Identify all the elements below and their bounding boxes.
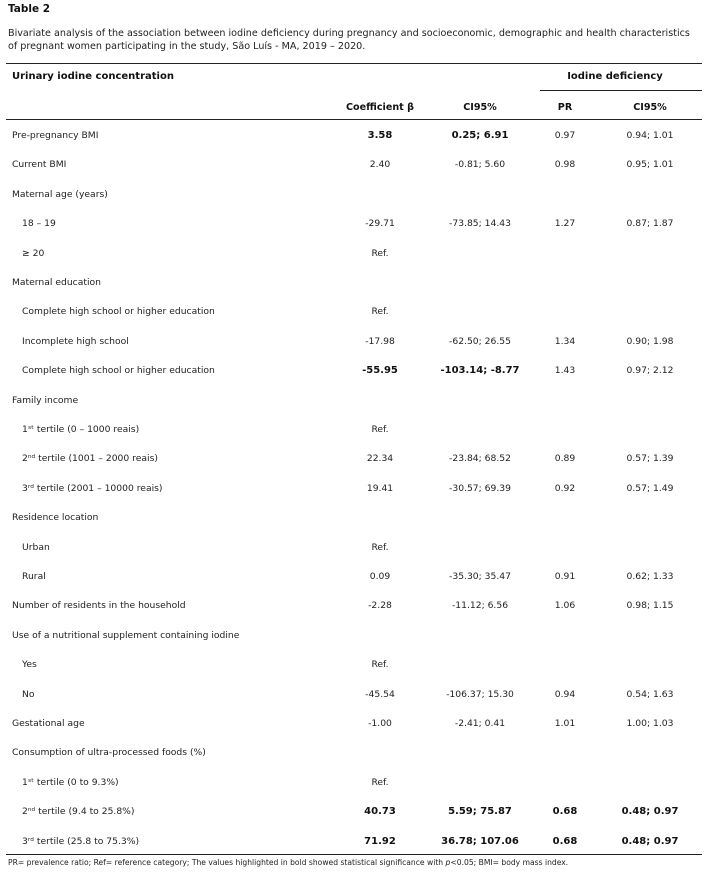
table-row xyxy=(0,512,707,541)
cell-coefficient: 3.58 xyxy=(367,130,393,141)
cell-pr: 0.98 xyxy=(554,159,576,171)
table-row xyxy=(0,248,707,277)
table-row xyxy=(0,336,707,365)
table-row xyxy=(0,747,707,776)
cell-ci95-pr: 0.57; 1.49 xyxy=(626,482,674,494)
footnote-text-end: <0.05; BMI= body mass index. xyxy=(450,858,569,867)
row-sublabel: Complete high school or higher education xyxy=(22,365,215,377)
cell-coefficient: 0.09 xyxy=(369,571,391,582)
col-header-pr: PR xyxy=(557,102,573,113)
cell-ci95-coefficient: -2.41; 0.41 xyxy=(454,718,506,729)
cell-coefficient: Ref. xyxy=(371,659,389,671)
row-label: Pre-pregnancy BMI xyxy=(12,130,99,141)
cell-coefficient: 19.41 xyxy=(366,482,394,494)
footnote-p-symbol: p xyxy=(445,858,451,867)
table-row xyxy=(0,453,707,482)
row-sublabel: 18 – 19 xyxy=(22,218,56,230)
cell-pr: 0.97 xyxy=(554,130,576,141)
cell-ci95-coefficient: -62.50; 26.55 xyxy=(449,335,511,347)
cell-ci95-coefficient: 5.59; 75.87 xyxy=(448,806,512,818)
row-sublabel: No xyxy=(22,688,35,700)
table-row xyxy=(0,600,707,629)
table-label: Table 2 xyxy=(8,3,51,15)
row-sublabel: Yes xyxy=(22,659,37,671)
cell-pr: 1.27 xyxy=(554,218,576,230)
top-rule xyxy=(6,63,702,64)
cell-ci95-pr: 0.87; 1.87 xyxy=(626,218,674,230)
cell-coefficient: -1.00 xyxy=(368,718,392,729)
cell-pr: 0.89 xyxy=(554,453,576,465)
cell-ci95-coefficient: -103.14; -8.77 xyxy=(440,365,520,377)
table-row xyxy=(0,306,707,335)
cell-coefficient: 22.34 xyxy=(366,453,394,465)
cell-coefficient: -29.71 xyxy=(365,218,395,230)
cell-ci95-pr: 0.94; 1.01 xyxy=(626,130,674,141)
row-label: Number of residents in the household xyxy=(12,600,186,612)
row-label: Maternal age (years) xyxy=(12,188,108,200)
footnote-text: PR= prevalence ratio; Ref= reference category; The values highlighted in bold showed statistical significance with xyxy=(8,858,446,867)
cell-ci95-pr: 0.48; 0.97 xyxy=(621,806,679,818)
cell-ci95-pr: 1.00; 1.03 xyxy=(626,718,674,729)
bottom-rule xyxy=(6,854,702,855)
row-sublabel: 2ⁿᵈ tertile (1001 – 2000 reais) xyxy=(22,453,158,465)
table-row xyxy=(0,277,707,306)
row-sublabel: Rural xyxy=(22,571,46,582)
group-rule xyxy=(540,90,702,91)
row-sublabel: Urban xyxy=(22,541,50,553)
cell-ci95-pr: 0.97; 2.12 xyxy=(626,365,674,377)
row-sublabel: Complete high school or higher education xyxy=(22,306,215,318)
cell-coefficient: Ref. xyxy=(371,776,389,788)
cell-ci95-coefficient: -0.81; 5.60 xyxy=(454,159,506,171)
row-sublabel: 1ˢᵗ tertile (0 to 9.3%) xyxy=(22,776,119,788)
cell-ci95-pr: 0.90; 1.98 xyxy=(626,335,674,347)
table-row xyxy=(0,424,707,453)
cell-ci95-coefficient: -23.84; 68.52 xyxy=(449,453,511,465)
cell-coefficient: Ref. xyxy=(371,247,389,259)
table-row xyxy=(0,483,707,512)
cell-coefficient: -2.28 xyxy=(368,600,392,612)
header-rule xyxy=(6,119,702,120)
cell-ci95-pr: 0.98; 1.15 xyxy=(626,600,674,612)
table-row xyxy=(0,130,707,159)
cell-coefficient: 71.92 xyxy=(364,835,396,847)
row-sublabel: Incomplete high school xyxy=(22,335,129,347)
row-label: Use of a nutritional supplement containing iodine xyxy=(12,629,240,641)
cell-pr: 1.06 xyxy=(554,600,576,612)
cell-coefficient: Ref. xyxy=(371,424,389,435)
cell-ci95-coefficient: 0.25; 6.91 xyxy=(451,130,509,141)
cell-pr: 0.91 xyxy=(554,571,576,582)
row-sublabel: ≥ 20 xyxy=(22,247,45,259)
col-header-ci95-pr: CI95% xyxy=(633,102,667,113)
cell-pr: 0.68 xyxy=(552,835,578,847)
row-sublabel: 2ⁿᵈ tertile (9.4 to 25.8%) xyxy=(22,806,135,818)
cell-pr: 1.01 xyxy=(554,718,576,729)
cell-ci95-pr: 0.57; 1.39 xyxy=(626,453,674,465)
cell-pr: 1.34 xyxy=(554,335,576,347)
table-caption: Bivariate analysis of the association between iodine deficiency during pregnancy and socioeconomic, demographic and health characteristics of pregnant women participating in the study, São Luís - MA, 2019 – 2020. xyxy=(8,28,690,52)
table-row xyxy=(0,806,707,835)
table-row xyxy=(0,777,707,806)
cell-coefficient: Ref. xyxy=(371,306,389,318)
col-header-ci95-coef: CI95% xyxy=(463,102,497,113)
cell-ci95-pr: 0.95; 1.01 xyxy=(626,159,674,171)
row-label: Current BMI xyxy=(12,159,67,171)
cell-ci95-coefficient: -30.57; 69.39 xyxy=(449,482,511,494)
table-row xyxy=(0,718,707,747)
row-label: Consumption of ultra-processed foods (%) xyxy=(12,747,206,759)
cell-ci95-pr: 0.62; 1.33 xyxy=(626,571,674,582)
cell-coefficient: -17.98 xyxy=(365,335,395,347)
table-row xyxy=(0,365,707,394)
table-row xyxy=(0,630,707,659)
table-row xyxy=(0,542,707,571)
table-row xyxy=(0,689,707,718)
cell-ci95-coefficient: -35.30; 35.47 xyxy=(449,571,511,582)
cell-pr: 1.43 xyxy=(554,365,576,377)
table-row xyxy=(0,218,707,247)
cell-ci95-coefficient: -106.37; 15.30 xyxy=(446,688,514,700)
cell-ci95-coefficient: -11.12; 6.56 xyxy=(451,600,509,612)
table-row xyxy=(0,571,707,600)
cell-ci95-coefficient: -73.85; 14.43 xyxy=(449,218,511,230)
row-label: Gestational age xyxy=(12,718,85,729)
row-sublabel: 3ʳᵈ tertile (25.8 to 75.3%) xyxy=(22,835,140,847)
table-row xyxy=(0,659,707,688)
table-footnote xyxy=(8,858,568,867)
row-label: Maternal education xyxy=(12,277,101,288)
cell-ci95-coefficient: 36.78; 107.06 xyxy=(441,835,519,847)
group-header-urinary: Urinary iodine concentration xyxy=(12,71,174,82)
cell-coefficient: 2.40 xyxy=(369,159,391,171)
row-label: Residence location xyxy=(12,512,99,524)
cell-coefficient: Ref. xyxy=(371,541,389,553)
cell-coefficient: -55.95 xyxy=(362,365,398,377)
table-row xyxy=(0,159,707,188)
table-row xyxy=(0,395,707,424)
table-row xyxy=(0,189,707,218)
cell-coefficient: 40.73 xyxy=(364,806,396,818)
cell-pr: 0.68 xyxy=(552,806,578,818)
col-header-coefficient: Coefficient β xyxy=(346,102,414,113)
cell-ci95-pr: 0.54; 1.63 xyxy=(626,688,674,700)
cell-ci95-pr: 0.48; 0.97 xyxy=(621,835,679,847)
cell-coefficient: -45.54 xyxy=(365,688,395,700)
cell-pr: 0.92 xyxy=(554,482,576,494)
row-sublabel: 3ʳᵈ tertile (2001 – 10000 reais) xyxy=(22,482,163,494)
row-label: Family income xyxy=(12,394,79,406)
cell-pr: 0.94 xyxy=(554,688,576,700)
group-header-iodine: Iodine deficiency xyxy=(567,71,663,82)
row-sublabel: 1ˢᵗ tertile (0 – 1000 reais) xyxy=(22,424,140,435)
